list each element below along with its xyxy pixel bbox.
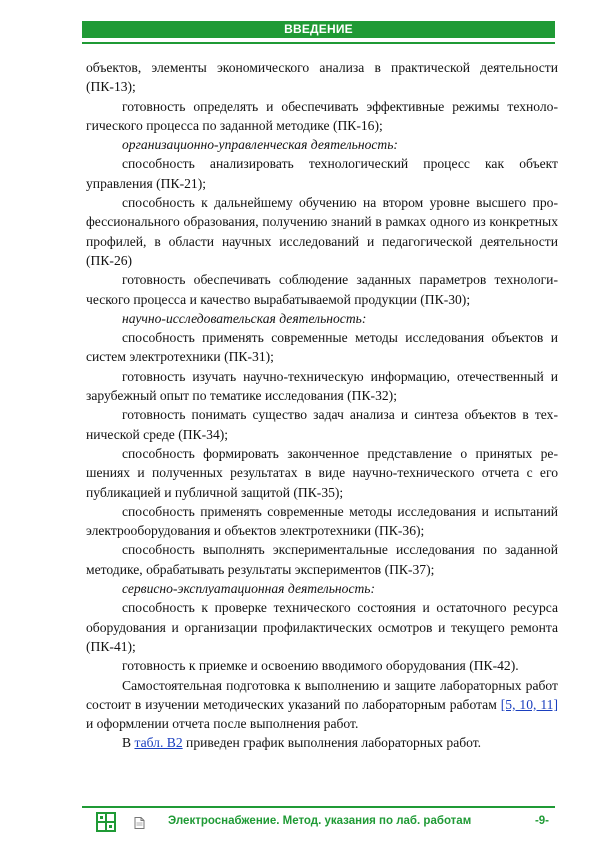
paragraph: способность формировать законченное представление о принятых решениях и полученных результатах в виде научно-технического отчета с его публикацией и публичной защитой (ПК-35); <box>86 445 558 500</box>
header-divider <box>82 42 555 44</box>
paragraph: готовность обеспечивать соблюдение заданных параметров технологического процесса и качество вырабатываемой продукции (ПК-30); <box>86 272 558 307</box>
reference-link[interactable]: [5, 10, 11] <box>500 696 558 712</box>
paragraph: объектов, элементы экономического анализа в практической деятельности (ПК-13); <box>86 60 558 95</box>
paragraph: способность применять современные методы исследования и испытаний электрооборудования и объектов электротехники (ПК-36); <box>86 503 558 539</box>
section-header <box>82 21 555 38</box>
page-footer <box>82 812 555 834</box>
page-body <box>86 58 558 753</box>
footer-divider <box>82 806 555 808</box>
paragraph: способность применять современные методы исследования объектов и систем электротехники (ПК-31); <box>86 330 558 365</box>
paragraph: способность к проверке технического состояния и остаточного ресурса оборудования и организации профилактических осмотров и текущего ремонта (ПК-41); <box>86 600 558 654</box>
paragraph-lab-prep: Самостоятельная подготовка к выполнению и защите лабораторных работ состоит в изучении методических указаний по лабораторным работам [5, 10, 11] и оформлении отчета после выполнения работ. <box>86 677 558 732</box>
category-heading: организационно-управленческая деятельность: <box>122 137 398 153</box>
paragraph: готовность понимать существо задач анализа и синтеза объектов в технической среде (ПК-34); <box>86 407 558 442</box>
paragraph: готовность изучать научно-техническую информацию, отечественный и зарубежный опыт по тематике исследования (ПК-32); <box>86 368 558 404</box>
category-heading: сервисно-эксплуатационная деятельность: <box>122 581 376 597</box>
table-link[interactable]: табл. В2 <box>134 735 183 751</box>
paragraph-table-ref: В табл. В2 приведен график выполнения лабораторных работ. <box>122 735 482 751</box>
paragraph: способность к дальнейшему обучению на втором уровне высшего профессионального образования, получению знаний в рамках одного из конкретных профилей, в области научных исследований и педагогической деятельности (ПК-26) <box>86 195 558 268</box>
section-title: ВВЕДЕНИЕ <box>284 22 353 36</box>
page-number: -9- <box>534 815 549 827</box>
category-heading: научно-исследовательская деятельность: <box>122 310 367 326</box>
paragraph: способность анализировать технологический процесс как объект управления (ПК-21); <box>86 156 558 191</box>
university-logo-icon <box>96 812 116 832</box>
footer-title: Электроснабжение. Метод. указания по лаб. работам <box>168 815 472 827</box>
paragraph: готовность к приемке и освоению вводимого оборудования (ПК-42). <box>122 658 519 674</box>
document-icon <box>134 816 145 828</box>
paragraph: готовность определять и обеспечивать эффективные режимы технологического процесса по заданной методике (ПК-16); <box>86 98 558 133</box>
paragraph: способность выполнять экспериментальные исследования по заданной методике, обрабатывать результаты экспериментов (ПК-37); <box>86 542 558 577</box>
